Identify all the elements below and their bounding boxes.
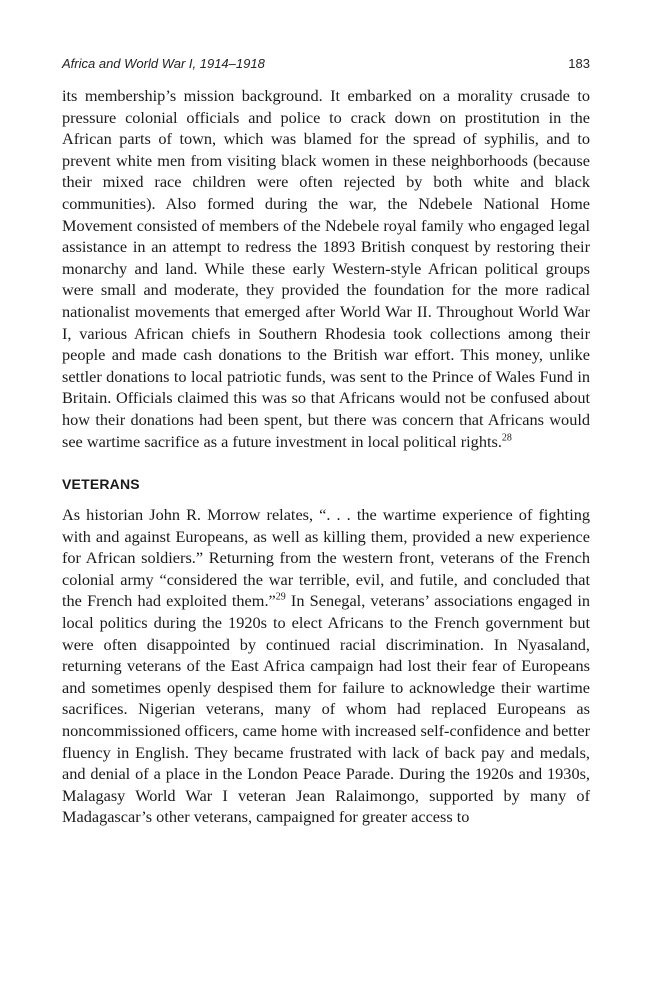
book-page (62, 56, 590, 828)
running-head (62, 56, 590, 71)
footnote-ref-29: 29 (275, 592, 286, 604)
section-heading-veterans: VETERANS (62, 476, 140, 493)
paragraph-continued (62, 85, 590, 452)
footnote-ref-28: 28 (501, 432, 512, 444)
running-head-title: Africa and World War I, 1914–1918 (62, 56, 265, 71)
paragraph-continued-text: its membership’s mission background. It embarked on a morality crusade to pressure colonial officials and police to crack down on prostitution in the African parts of town, which was blamed for the spread of syphilis, and to prevent white men from visiting black women in these neighborhoods (because their mixed race children were often rejected by both white and black communities). Also formed during the war, the Ndebele National Home Movement consisted of members of the Ndebele royal family who engaged legal assistance in an attempt to redress the 1893 British conquest by restoring their monarchy and land. While these early Western-style African political groups were small and moderate, they provided the foundation for the more radical nationalist movements that emerged after World War II. Throughout World War I, various African chiefs in Southern Rhodesia took collections among their people and made cash donations to the British war effort. This money, unlike settler donations to local patriotic funds, was sent to the Prince of Wales Fund in Britain. Officials claimed this was so that Africans would not be confused about how their donations had been spent, but there was concern that Africans would see wartime sacrifice as a future investment in local political rights. (62, 86, 590, 451)
paragraph-veterans-text-a: As historian John R. Morrow relates, “. . . the wartime experience of fighting with and against Europeans, as well as killing them, provided a new experience for African soldiers.” Returning from the western front, veterans of the French colonial army “considered the war terrible, evil, and futile, and concluded that the French had exploited them.” (62, 505, 590, 611)
paragraph-veterans (62, 504, 590, 828)
paragraph-veterans-text-b: In Senegal, veterans’ associations engaged in local politics during the 1920s to elect Africans to the French government but were often disappointed by continued racial discrimination. In Nyasaland, returning veterans of the East Africa campaign had lost their fear of Europeans and sometimes openly despised them for failure to acknowledge their wartime sacrifices. Nigerian veterans, many of whom had replaced Europeans as noncommissioned officers, came home with increased self-confidence and better fluency in English. They became frustrated with lack of back pay and medals, and denial of a place in the London Peace Parade. During the 1920s and 1930s, Malagasy World War I veteran Jean Ralaimongo, supported by many of Madagascar’s other veterans, campaigned for greater access to (62, 591, 591, 827)
page-number: 183 (568, 56, 590, 71)
